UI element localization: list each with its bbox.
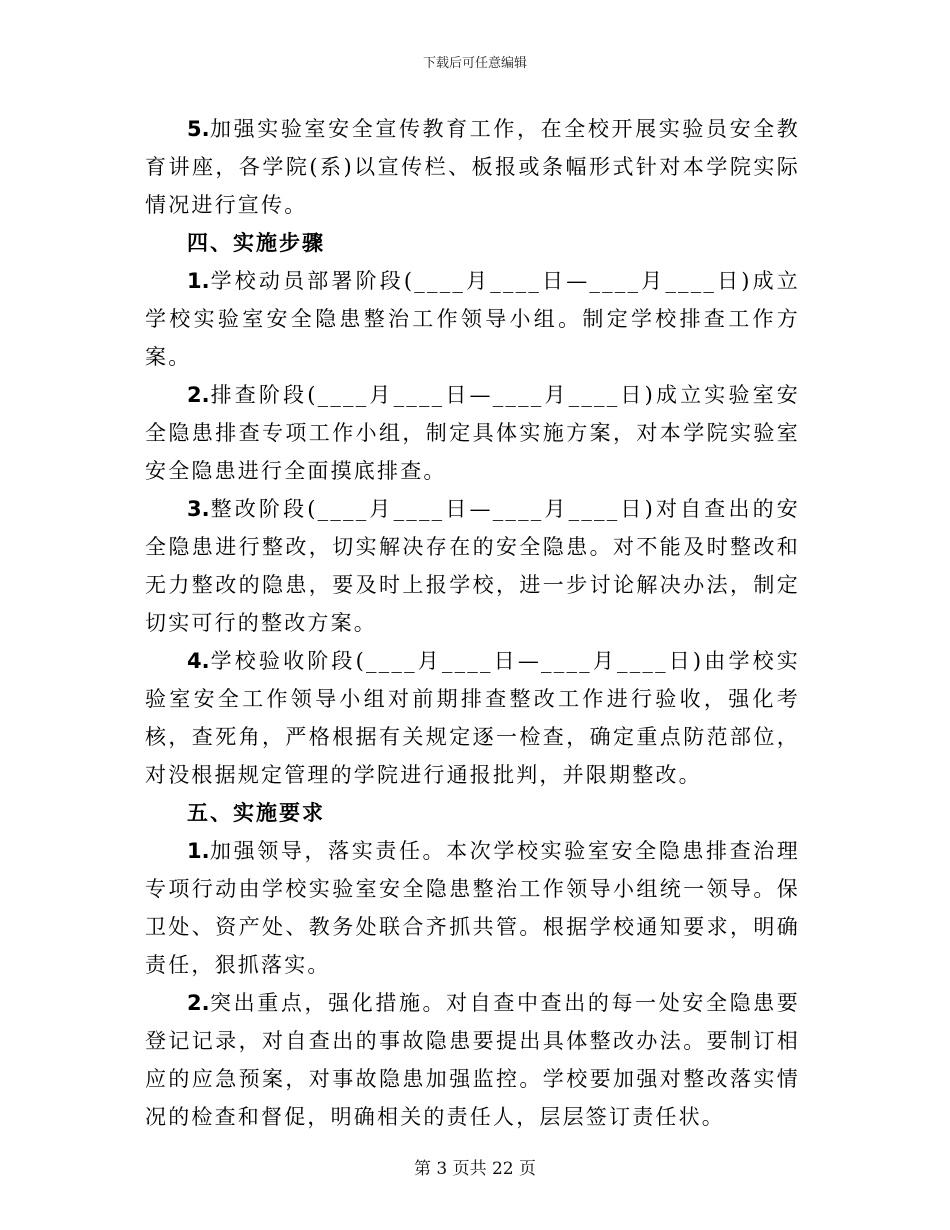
item-number: 2.	[187, 991, 210, 1015]
step-item-1	[145, 262, 800, 376]
requirement-item-2	[145, 984, 800, 1136]
paragraph-text: 整改阶段(____月____日—____月____日)对自查出的安全隐患进行整改，切实解决存在的安全隐患。对不能及时整改和无力整改的隐患，要及时上报学校，进一步讨论解决办法，制定切实可行的整改方案。	[145, 497, 800, 635]
step-item-3	[145, 490, 800, 642]
step-item-4	[145, 642, 800, 794]
paragraph-text: 学校验收阶段(____月____日—____月____日)由学校实验室安全工作领导小组对前期排查整改工作进行验收，强化考核，查死角，严格根据有关规定逐一检查，确定重点防范部位，对没根据规定管理的学院进行通报批判，并限期整改。	[145, 649, 801, 787]
paragraph-text: 学校动员部署阶段(____月____日—____月____日)成立学校实验室安全隐患整治工作领导小组。制定学校排查工作方案。	[145, 269, 801, 369]
paragraph-text: 加强实验室安全宣传教育工作，在全校开展实验员安全教育讲座，各学院(系)以宣传栏、板报或条幅形式针对本学院实际情况进行宣传。	[145, 117, 800, 217]
requirement-item-1	[145, 832, 800, 984]
document-body	[145, 110, 800, 1136]
page-header-note: 下载后可任意编辑	[422, 56, 527, 71]
paragraph-text: 加强领导，落实责任。本次学校实验室安全隐患排查治理专项行动由学校实验室安全隐患整治工作领导小组统一领导。保卫处、资产处、教务处联合齐抓共管。根据学校通知要求，明确责任，狠抓落实。	[145, 839, 800, 977]
item-number: 1.	[187, 269, 210, 293]
item-number: 1.	[187, 839, 210, 863]
paragraph-text: 排查阶段(____月____日—____月____日)成立实验室安全隐患排查专项工作小组，制定具体实施方案，对本学院实验室安全隐患进行全面摸底排查。	[145, 383, 800, 483]
item-number: 4.	[187, 649, 210, 673]
page-number-footer: 第 3 页共 22 页	[413, 1159, 537, 1179]
paragraph-item-5	[145, 110, 800, 224]
item-number: 3.	[187, 497, 210, 521]
section-heading-4: 四、实施步骤	[187, 231, 325, 255]
item-number: 2.	[187, 383, 210, 407]
step-item-2	[145, 376, 800, 490]
item-number: 5.	[187, 117, 210, 141]
paragraph-text: 突出重点，强化措施。对自查中查出的每一处安全隐患要登记记录，对自查出的事故隐患要提出具体整改办法。要制订相应的应急预案，对事故隐患加强监控。学校要加强对整改落实情况的检查和督促，明确相关的责任人，层层签订责任状。	[145, 991, 800, 1129]
section-heading-5: 五、实施要求	[187, 801, 325, 825]
